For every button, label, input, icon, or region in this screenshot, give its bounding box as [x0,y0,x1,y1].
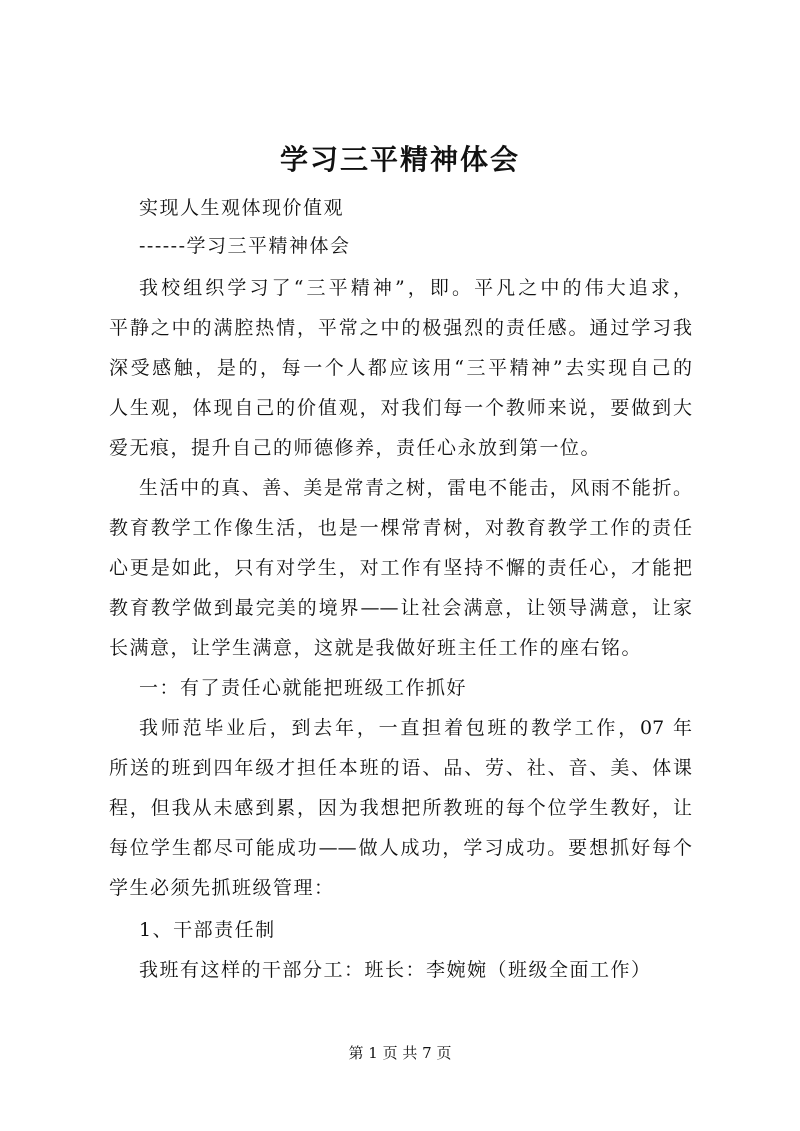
document-title: 学习三平精神体会 [279,143,520,176]
subtitle-line: 实现人生观体现价值观 [139,197,345,219]
paragraph-line: 我师范毕业后，到去年，一直担着包班的教学工作，07 年 [139,717,692,739]
section-heading: 一：有了责任心就能把班级工作抓好 [139,677,468,699]
paragraph-line: 心更是如此，只有对学生，对工作有坚持不懈的责任心，才能把 [109,557,692,579]
paragraph-line: 爱无痕，提升自己的师德修养，责任心永放到第一位。 [109,437,602,459]
paragraph-line: 每位学生都尽可能成功——做人成功，学习成功。要想抓好每个 [109,837,692,859]
paragraph-line: 我校组织学习了“三平精神”，即。平凡之中的伟大追求， [139,277,692,299]
page-indicator: 第 1 页 共 7 页 [348,1044,452,1062]
paragraph-line: 所送的班到四年级才担任本班的语、品、劳、社、音、美、体课 [109,757,692,779]
subsection-heading: 1、干部责任制 [139,919,276,941]
paragraph-line: 教育教学工作像生活，也是一棵常青树，对教育教学工作的责任 [109,517,692,539]
paragraph-line: 平静之中的满腔热情，平常之中的极强烈的责任感。通过学习我 [109,317,692,339]
paragraph-line: 我班有这样的干部分工：班长：李婉婉（班级全面工作） [139,959,652,981]
paragraph-line: 学生必须先抓班级管理： [109,877,335,899]
paragraph-line: 程，但我从未感到累，因为我想把所教班的每个位学生教好，让 [109,797,692,819]
paragraph-line: 教育教学做到最完美的境界——让社会满意，让领导满意，让家 [109,597,692,619]
paragraph-line: 长满意，让学生满意，这就是我做好班主任工作的座右铭。 [109,637,643,659]
subtitle-line: ------学习三平精神体会 [139,235,351,257]
paragraph-line: 人生观，体现自己的价值观，对我们每一个教师来说，要做到大 [109,397,692,419]
paragraph-line: 生活中的真、善、美是常青之树，雷电不能击，风雨不能折。 [139,477,692,499]
paragraph-line: 深受感触，是的，每一个人都应该用“三平精神”去实现自己的 [109,357,692,379]
